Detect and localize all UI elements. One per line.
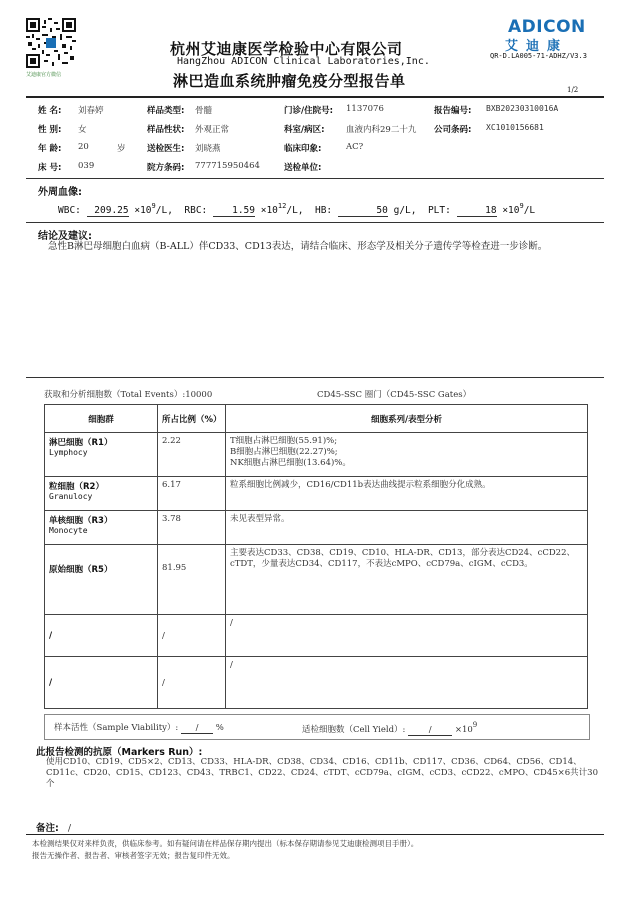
age-label: 年 龄: <box>38 144 62 154</box>
remarks-label: 备注: <box>36 823 59 834</box>
table-row <box>45 477 588 511</box>
sex-value: 女 <box>78 125 87 135</box>
phenotype-line: T细胞占淋巴细胞(55.91)%; <box>230 436 338 446</box>
conclusion-label: 结论及建议: <box>38 231 92 242</box>
divider-top <box>26 96 604 98</box>
population-name: / <box>49 677 53 688</box>
viability-label: 样本活性（Sample Viability）: <box>54 723 179 733</box>
report-title: 淋巴造血系统肿瘤免疫分型报告单 <box>173 72 406 90</box>
logo-text-cn: 艾迪康 <box>505 39 569 54</box>
clinic-label: 门诊/住院号: <box>284 106 334 116</box>
unit-label: 送检单位: <box>284 163 322 173</box>
doctor-value: 刘晓燕 <box>195 144 221 154</box>
report-no-label: 报告编号: <box>434 106 472 116</box>
lab-name-cn: 杭州艾迪康医学检验中心有限公司 <box>170 40 403 58</box>
population-en: Lymphocy <box>49 448 88 457</box>
total-events-label: 获取和分析细胞数（Total Events）: <box>44 390 186 400</box>
bed-label: 床 号: <box>38 163 62 173</box>
viability-value: / <box>181 723 213 734</box>
rbc-value: 1.59 <box>213 205 255 217</box>
sample-state-label: 样品性状: <box>147 125 185 135</box>
page-number: 1/2 <box>567 86 579 94</box>
impression-value: AC? <box>346 142 364 152</box>
plt-exp: 9 <box>519 202 524 210</box>
divider-conclusion <box>26 377 604 378</box>
lab-name-en: HangZhou ADICON Clinical Laboratories,Inc. <box>177 56 430 67</box>
phenotype-line: 未见表型异常。 <box>230 514 290 524</box>
table-row <box>45 511 588 545</box>
conclusion-text: 急性B淋巴母细胞白血病（B-ALL）伴CD33、CD13表达，请结合临床、形态学及相关分子遗传学等检查进一步诊断。 <box>48 241 548 252</box>
cell-yield-exp: 9 <box>472 721 478 729</box>
divider-footer <box>26 834 604 835</box>
phenotype-line: 粒系细胞比例减少，CD16/CD11b表达曲线提示粒系细胞分化成熟。 <box>230 480 491 490</box>
population-percent: / <box>158 615 226 657</box>
divider-blood <box>26 222 604 223</box>
wbc-unit-post: /L, <box>155 205 173 216</box>
table-row <box>45 545 588 615</box>
markers-text: 使用CD10、CD19、CD5×2、CD13、CD33、HLA-DR、CD38、CD34、CD16、CD11b、CD117、CD36、CD64、CD56、CD14、CD11c、CD20、CD15、CD123、CD43、TRBC1、CD22、CD24、cTDT、cCD79a、cIGM、cCD3、cCD22、cMPO、CD45×6共计30个 <box>46 757 598 789</box>
doctor-label: 送检医生: <box>147 144 185 154</box>
population-name: / <box>49 630 53 641</box>
population-name: 淋巴细胞（R1） <box>49 438 113 448</box>
sex-label: 性 别: <box>38 125 62 135</box>
sample-type-value: 骨髓 <box>195 106 213 116</box>
bed-value: 039 <box>78 161 95 171</box>
name-value: 刘春婷 <box>78 106 104 116</box>
population-percent: 3.78 <box>158 511 226 545</box>
blood-section-label: 外周血像: <box>38 187 82 198</box>
hospital-code-label: 院方条码: <box>147 163 185 173</box>
population-name: 单核细胞（R3） <box>49 516 113 526</box>
population-percent: 81.95 <box>158 545 226 615</box>
age-unit: 岁 <box>117 144 126 154</box>
age-value: 20 <box>78 142 89 152</box>
phenotype-line: 主要表达CD33、CD38、CD19、CD10、HLA-DR、CD13，部分表达CD24、cCD22、cTDT，少量表达CD34、CD117，不表达cMPO、cCD79a、cIGM、cCD3。 <box>230 548 575 569</box>
table-row <box>45 433 588 477</box>
table-row <box>45 615 588 657</box>
plt-value: 18 <box>457 205 497 217</box>
hb-label: HB: <box>314 205 333 216</box>
total-events-row <box>44 388 212 400</box>
impression-label: 临床印象: <box>284 144 322 154</box>
rbc-unit-pre: ×10 <box>260 205 278 216</box>
wbc-exp: 9 <box>151 202 156 210</box>
company-code-value: XC1010156681 <box>486 123 544 132</box>
col-header-population: 细胞群 <box>45 405 158 433</box>
population-percent: 2.22 <box>158 433 226 477</box>
total-events-value: 10000 <box>185 390 213 400</box>
population-percent: 6.17 <box>158 477 226 511</box>
table-row <box>45 657 588 709</box>
col-header-phenotype: 细胞系列/表型分析 <box>226 405 588 433</box>
gates-label: CD45-SSC 圈门（CD45-SSC Gates） <box>317 390 472 400</box>
company-code-label: 公司条码: <box>434 125 472 135</box>
wbc-label: WBC: <box>58 205 81 216</box>
rbc-exp: 12 <box>277 202 287 210</box>
remarks-value: / <box>67 823 72 834</box>
plt-unit-post: /L <box>523 205 536 216</box>
col-header-percent: 所占比例（%） <box>158 405 226 433</box>
population-en: Monocyte <box>49 526 88 535</box>
phenotype-line: B细胞占淋巴细胞(22.27)%; <box>230 447 338 457</box>
logo-text-en: ADICON <box>508 17 586 37</box>
viability-row <box>54 721 224 734</box>
phenotype-line: / <box>230 660 233 670</box>
remarks-row <box>36 820 71 834</box>
phenotype-line: / <box>230 618 233 628</box>
markers-label: 此报告检测的抗原（Markers Run）: <box>36 747 203 758</box>
cell-yield-unit: ×10 <box>454 725 473 735</box>
plt-unit-pre: ×10 <box>502 205 520 216</box>
sample-type-label: 样品类型: <box>147 106 185 116</box>
hb-value: 50 <box>338 205 388 217</box>
wbc-value: 209.25 <box>87 205 129 217</box>
form-number: QR-D.LA005-71-ADHZ/V3.3 <box>490 52 587 60</box>
dept-label: 科室/病区: <box>284 125 325 135</box>
rbc-label: RBC: <box>184 205 208 216</box>
plt-label: PLT: <box>427 205 451 216</box>
cell-yield-value: / <box>408 725 452 736</box>
wbc-unit-pre: ×10 <box>134 205 152 216</box>
viability-unit: % <box>215 723 224 733</box>
dept-value: 血液内科29二十九 <box>346 125 417 135</box>
cell-yield-label: 适检细胞数（Cell Yield）: <box>302 725 406 735</box>
hospital-code-value: 777715950464 <box>195 161 260 171</box>
phenotype-table <box>44 404 588 709</box>
rbc-unit-post: /L, <box>286 205 304 216</box>
blood-values-row <box>58 202 535 217</box>
qr-code-icon <box>26 18 76 68</box>
footer-note-2: 报告无操作者、报告者、审核者签字无效；报告复印件无效。 <box>32 851 235 860</box>
footer-note-1: 本检测结果仅对来样负责，供临床参考。如有疑问请在样品保存期内提出（标本保存期请参见艾迪康检测项目手册）。 <box>32 839 419 848</box>
report-no-value: BXB20230310016A <box>486 104 559 113</box>
phenotype-line: NK细胞占淋巴细胞(13.64)%。 <box>230 458 351 468</box>
divider-patient <box>26 178 604 179</box>
sample-state-value: 外观正常 <box>195 125 230 135</box>
population-name: 原始细胞（R5） <box>49 565 113 575</box>
population-percent: / <box>158 657 226 709</box>
cell-yield-row <box>302 721 477 736</box>
clinic-value: 1137076 <box>346 104 384 114</box>
hb-unit: g/L, <box>393 205 417 216</box>
qr-caption: 艾迪康官方微信 <box>26 72 62 78</box>
population-name: 粒细胞（R2） <box>49 482 104 492</box>
population-en: Granulocy <box>49 492 93 501</box>
name-label: 姓 名: <box>38 106 62 116</box>
